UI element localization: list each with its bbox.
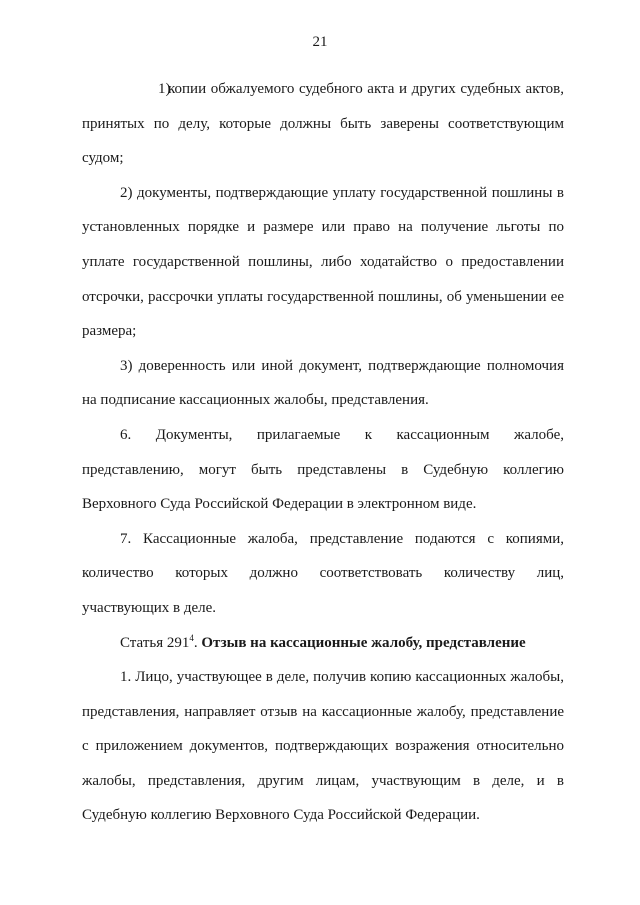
- article-heading: [82, 626, 564, 661]
- paragraph-item-2: 2) документы, подтверждающие уплату государственной пошлины в установленных порядке и размере или право на получение льготы по уплате государственной пошлины, либо ходатайство о предоставлении отсрочки, рассрочки уплаты государственной пошлины, об уменьшении ее размера;: [82, 184, 564, 340]
- paragraph-item-3: 3) доверенность или иной документ, подтверждающие полномочия на подписание кассационных жалобы, представления.: [82, 357, 564, 409]
- paragraph-clause-6: 6. Документы, прилагаемые к кассационным жалобе, представлению, могут быть представлены в Судебную коллегию Верховного Суда Российской Федерации в электронном виде.: [82, 426, 564, 513]
- article-superscript: 4: [189, 632, 194, 643]
- article-period: .: [193, 634, 198, 651]
- article-prefix: Статья 291: [120, 634, 190, 651]
- article-title: Отзыв на кассационные жалобу, представление: [201, 634, 526, 651]
- page-number: 21: [312, 34, 328, 50]
- paragraph-clause-7: 7. Кассационные жалоба, представление подаются с копиями, количество которых должно соответствовать количеству лиц, участвующих в деле.: [82, 530, 564, 616]
- paragraph-item-1: [82, 72, 564, 176]
- document-body: [82, 72, 564, 833]
- paragraph-text: копии обжалуемого судебного акта и других судебных актов, принятых по делу, которые должны быть заверены соответствующим судом;: [82, 81, 564, 167]
- article-paragraph-1: 1. Лицо, участвующее в деле, получив копию кассационных жалобы, представления, направляет отзыв на кассационные жалобу, представление с приложением документов, подтверждающих возражения относительно жалобы, представления, другим лицам, участвующим в деле, и в Судебную коллегию Верховного Суда Российской Федерации.: [82, 669, 564, 824]
- item-number: 1): [158, 81, 171, 97]
